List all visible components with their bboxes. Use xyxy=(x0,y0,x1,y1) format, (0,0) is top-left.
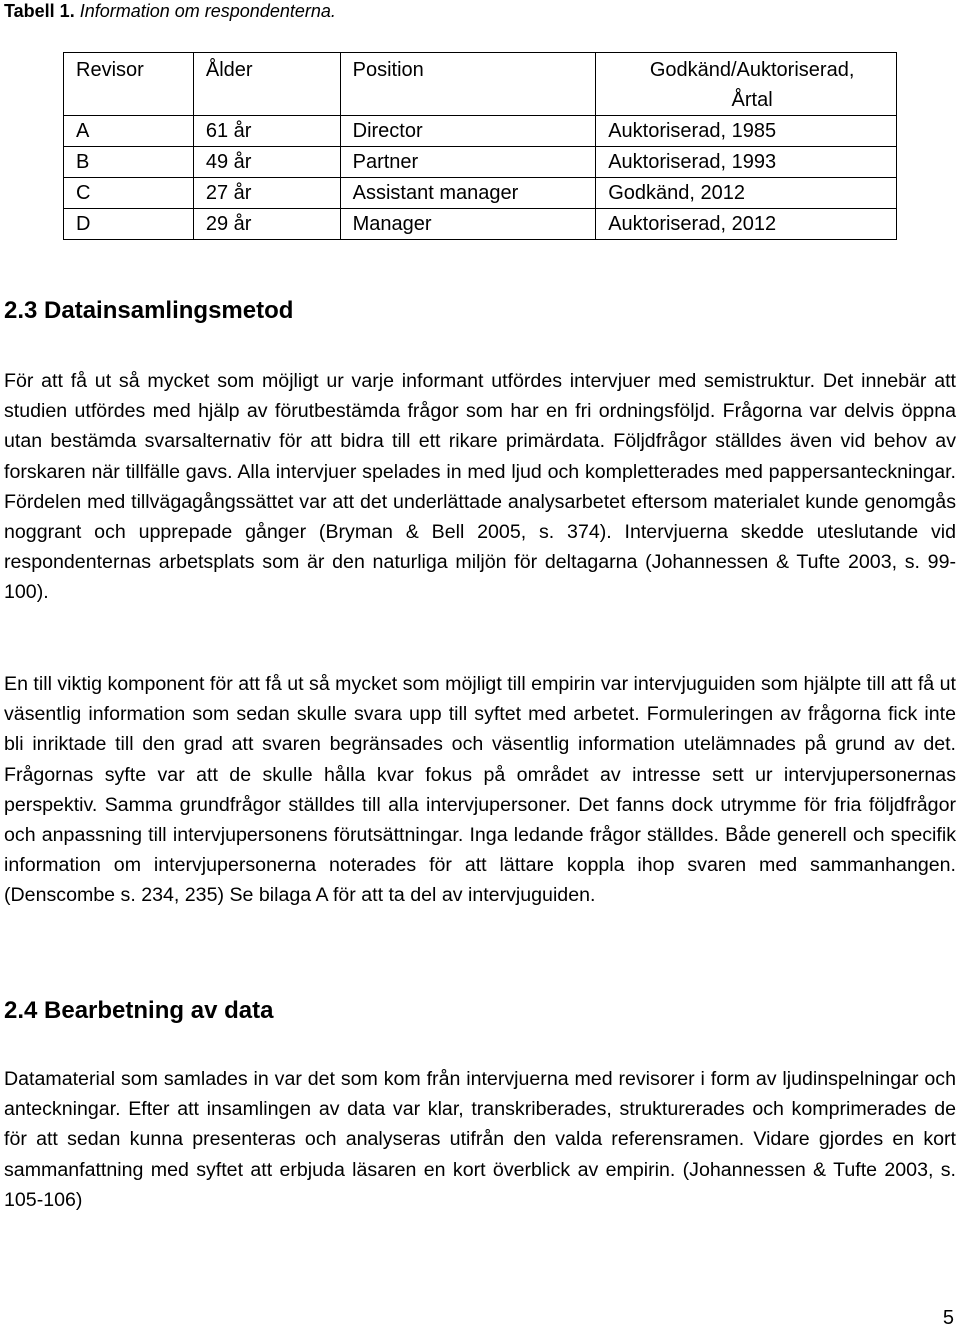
header-cell-line1: Godkänd/Auktoriserad, xyxy=(649,59,855,81)
table-cell: B xyxy=(64,147,194,178)
table-cell: C xyxy=(64,178,194,209)
table-row xyxy=(64,116,897,147)
header-cell: Ålder xyxy=(193,53,340,116)
table-cell: Auktoriserad, 1985 xyxy=(596,116,897,147)
table-cell: Auktoriserad, 2012 xyxy=(596,209,897,240)
table-cell: Godkänd, 2012 xyxy=(596,178,897,209)
table-row xyxy=(64,209,897,240)
section-2-3-paragraph-2: En till viktig komponent för att få ut så mycket som möjligt till empirin var intervjuguiden som hjälpte till att få ut väsentlig information som sedan skulle svara upp till syftet med arbetet. Formuleringen av frågorna fick inte bli inriktade till den grad att svaren begränsades och väsentlig information utelämnades på grund av det. Frågornas syfte var att de skulle hålla kvar fokus på området av intresse sett ur intervjupersonernas perspektiv. Samma grundfrågor ställdes till alla intervjupersoner. Det fanns dock utrymme för fria följdfrågor och anpassning till intervjupersonens förutsättningar. Inga ledande frågor ställdes. Både generell och specifik information om intervjupersonerna noterades för att lättare koppla ihop svaren med sammanhangen. (Denscombe s. 234, 235) Se bilaga A för att ta del av intervjuguiden. xyxy=(4,673,956,907)
section-heading-2-3: 2.3 Datainsamlingsmetod xyxy=(4,297,294,324)
header-cell: Revisor xyxy=(64,53,194,116)
table-cell: A xyxy=(64,116,194,147)
table-cell: Auktoriserad, 1993 xyxy=(596,147,897,178)
table-row xyxy=(64,147,897,178)
table-caption xyxy=(4,0,336,22)
table-cell: 29 år xyxy=(193,209,340,240)
table-cell: Manager xyxy=(340,209,596,240)
table-cell: 49 år xyxy=(193,147,340,178)
header-cell xyxy=(596,53,897,116)
table-cell: Assistant manager xyxy=(340,178,596,209)
respondent-table xyxy=(63,52,897,240)
section-2-3-paragraph-1: För att få ut så mycket som möjligt ur varje informant utfördes intervjuer med semistruktur. Det innebär att studien utfördes med hjälp av förutbestämda frågor som har en fri ordningsföljd. Frågorna var delvis öppna utan bestämda svarsalternativ för att bidra till ett rikare primärdata. Följdfrågor ställdes även vid behov av forskaren när tillfälle gavs. Alla intervjuer spelades in med ljud och kompletterades med pappersanteckningar. Fördelen med tillvägagångssättet var att det underlättade analysarbetet eftersom materialet kunde genomgås noggrant och upprepade gånger (Bryman & Bell 2005, s. 374). Intervjuerna skedde uteslutande vid respondenternas arbetsplats som är den naturliga miljön för deltagarna (Johannessen & Tufte 2003, s. 99-100). xyxy=(4,370,956,604)
header-cell-line2: Årtal xyxy=(731,89,773,111)
section-2-4-paragraph-1: Datamaterial som samlades in var det som kom från intervjuerna med revisorer i form av ljudinspelningar och anteckningar. Efter att insamlingen av data var klar, transkriberades, strukturerades och komprimerades de för att sedan kunna presenteras och analyseras utifrån den valda referensramen. Vidare gjordes en kort sammanfattning med syftet att erbjuda läsaren en kort överblick av empirin. (Johannessen & Tufte 2003, s. 105-106) xyxy=(4,1068,956,1211)
table-cell: D xyxy=(64,209,194,240)
caption-label: Tabell 1. xyxy=(4,1,75,21)
table-cell: Director xyxy=(340,116,596,147)
table-cell: Partner xyxy=(340,147,596,178)
table-cell: 61 år xyxy=(193,116,340,147)
table-row xyxy=(64,178,897,209)
header-cell: Position xyxy=(340,53,596,116)
page-number: 5 xyxy=(942,1307,954,1329)
section-heading-2-4: 2.4 Bearbetning av data xyxy=(4,997,274,1024)
caption-text: Information om respondenterna. xyxy=(79,1,336,21)
table-cell: 27 år xyxy=(193,178,340,209)
table-header-row xyxy=(64,53,897,116)
